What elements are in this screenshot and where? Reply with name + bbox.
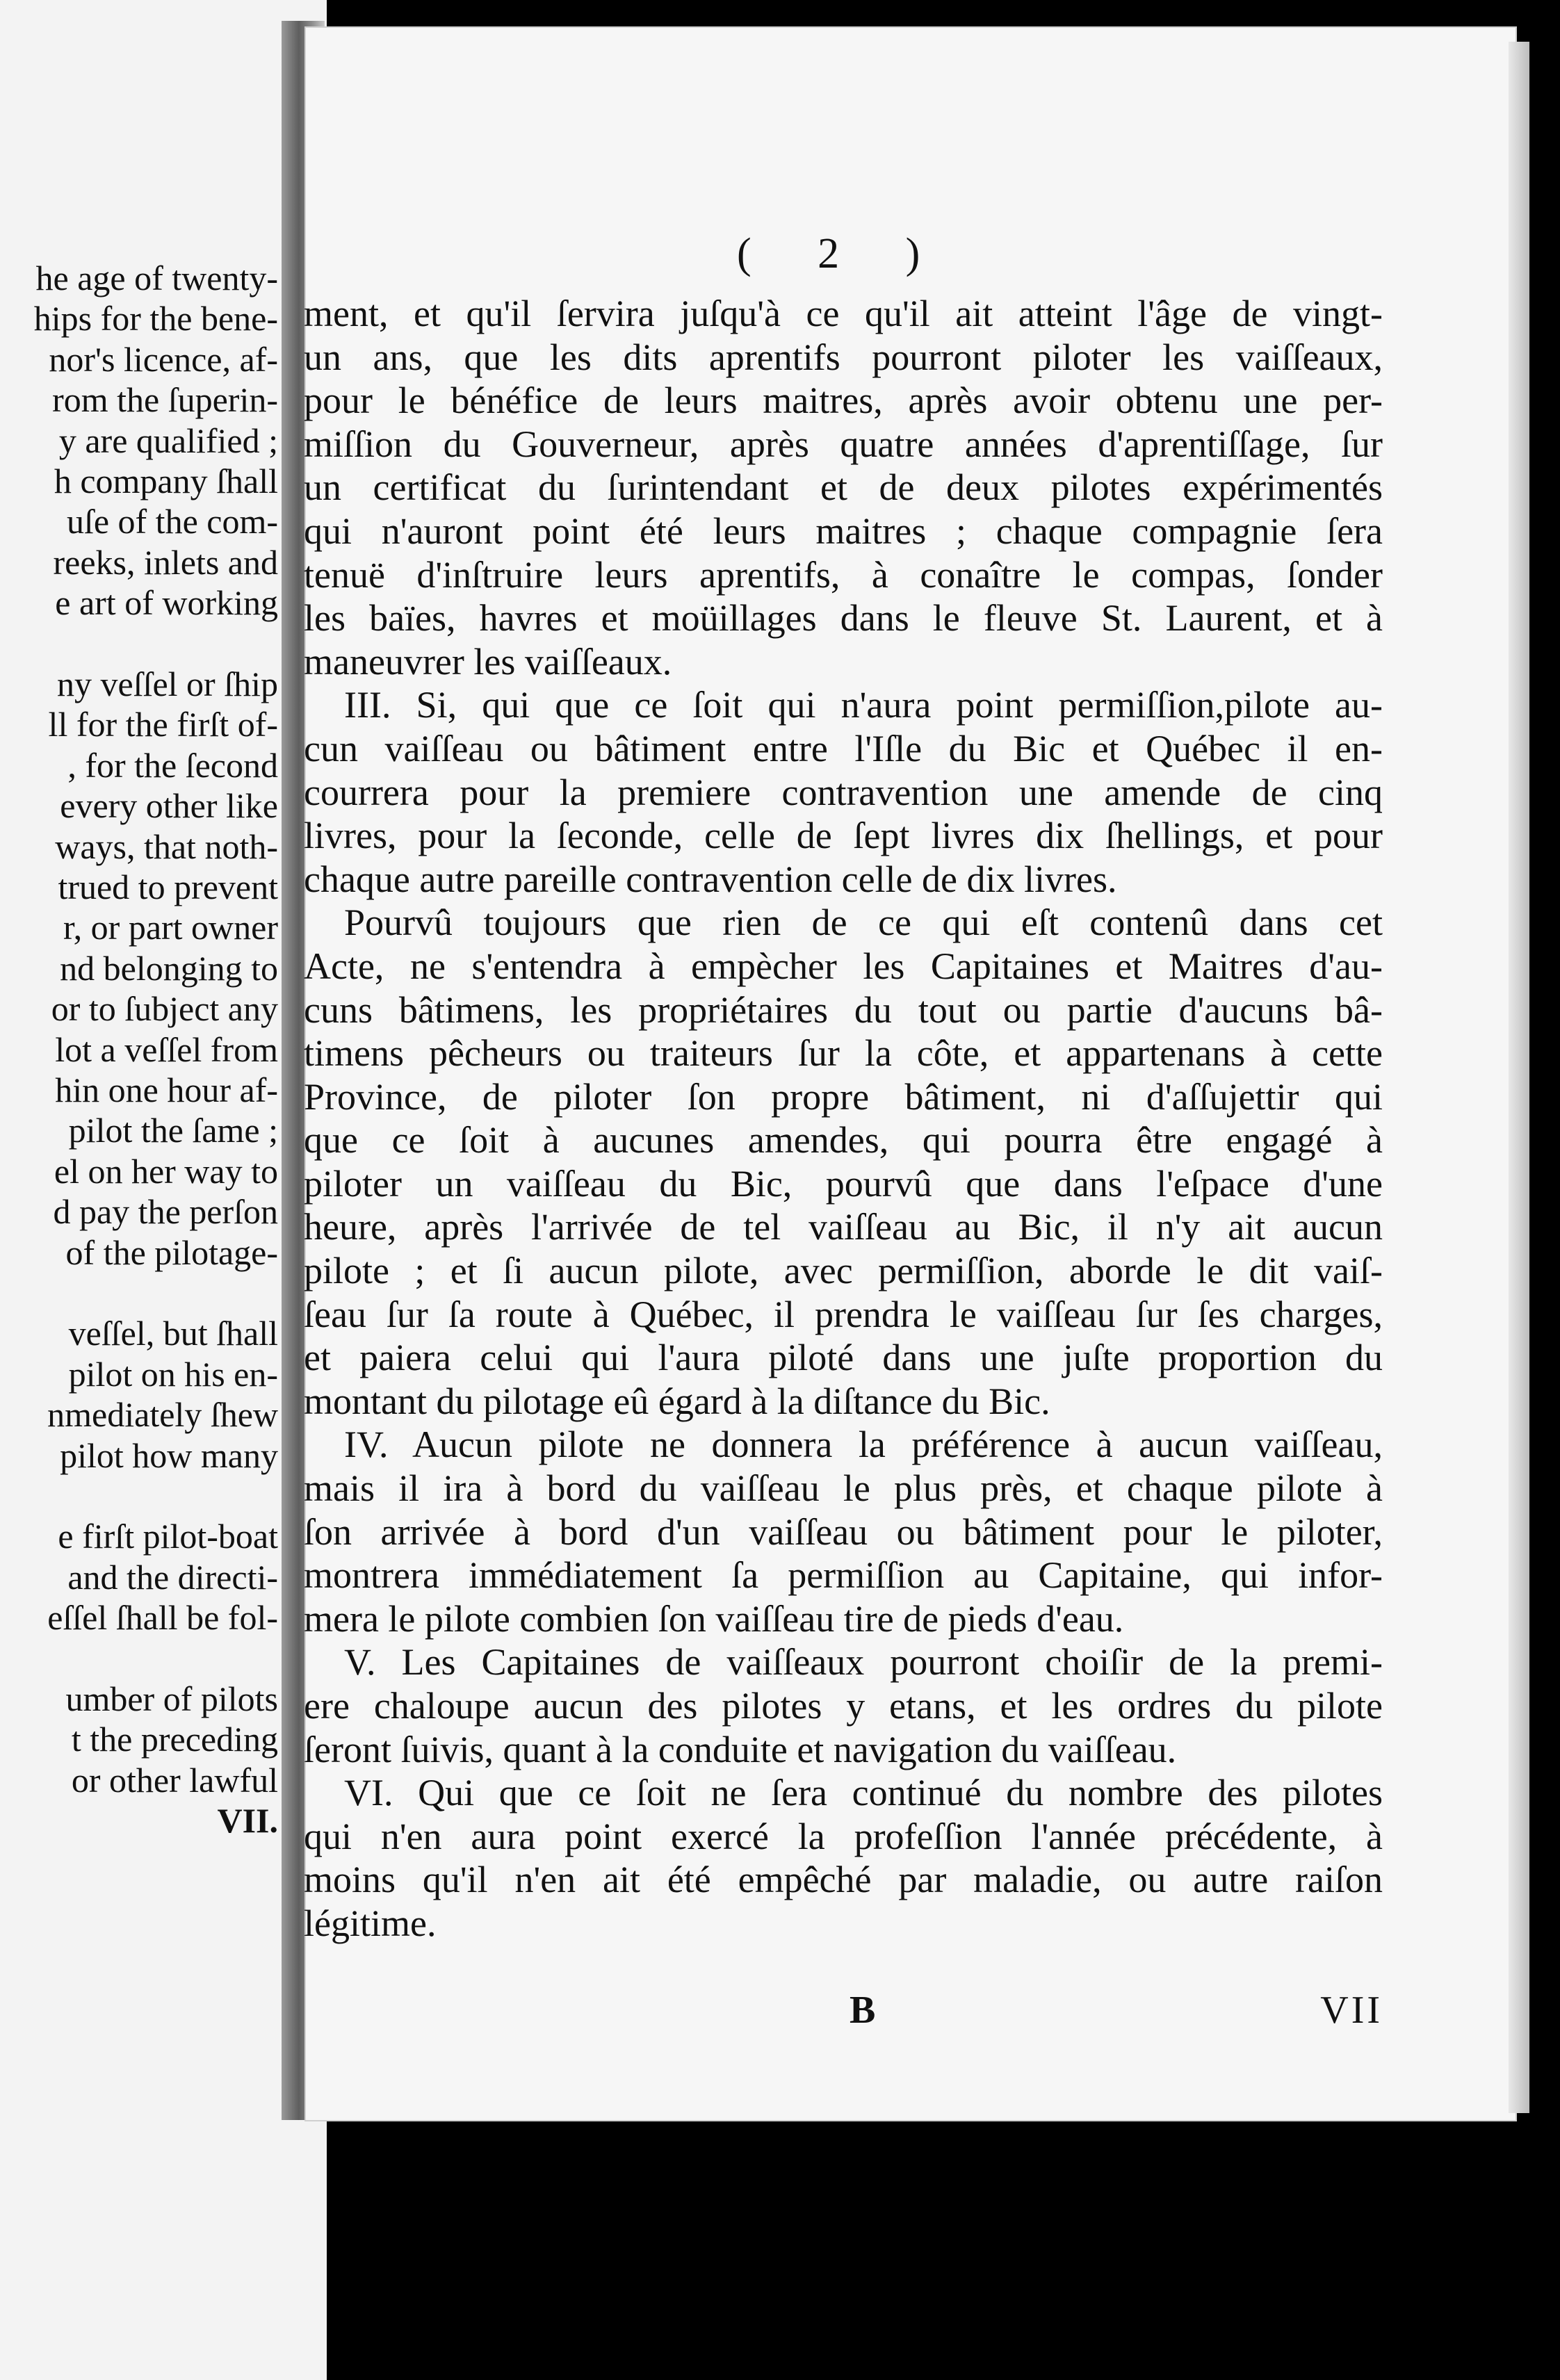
body-text-line: un certificat du ſurintendant et de deux pilotes expérimentés: [304, 466, 1383, 509]
body-text-line: piloter un vaiſſeau du Bic, pourvû que dans l'eſpace d'une: [304, 1162, 1383, 1205]
body-text-line: Acte, ne s'entendra à empècher les Capitaines et Maitres d'au-: [304, 945, 1383, 987]
body-text-line: cun vaiſſeau ou bâtiment entre l'Iſle du Bic et Québec il en-: [304, 727, 1383, 769]
body-text-line: timens pêcheurs ou traiteurs ſur la côte, et appartenans à cette: [304, 1032, 1383, 1075]
signature-mark: B: [850, 1989, 876, 2032]
left-text-line: nd belonging to: [60, 948, 278, 988]
body-text-line: montant du pilotage eû égard à la diſtance du Bic.: [304, 1380, 1050, 1422]
body-text-line: un ans, que les dits aprentifs pourront piloter les vaiſſeaux,: [304, 336, 1383, 378]
left-text-line: ways, that noth-: [55, 826, 278, 866]
body-text-line: Province, de piloter ſon propre bâtiment, ni d'aſſujettir qui: [304, 1075, 1383, 1118]
left-text-line: nmediately ſhew: [47, 1395, 278, 1435]
body-text-line: courrera pour la premiere contravention une amende de cinq: [304, 771, 1383, 813]
body-text-line: IV. Aucun pilote ne donnera la préférence à aucun vaiſſeau,: [344, 1424, 1383, 1466]
left-text-line: h company ſhall: [54, 462, 278, 500]
left-text-line: or to ſubject any: [51, 989, 278, 1029]
left-text-line: el on her way to: [54, 1151, 278, 1191]
left-text-line: t the preceding: [71, 1720, 278, 1759]
left-text-line: ll for the firſt of-: [48, 705, 278, 744]
body-text-line: ſeau ſur ſa route à Québec, il prendra le vaiſſeau ſur ſes charges,: [304, 1293, 1383, 1335]
left-text-line: hin one hour af-: [55, 1070, 278, 1109]
body-text-line: V. Les Capitaines de vaiſſeaux pourront choiſir de la premi-: [344, 1641, 1383, 1684]
body-text-line: mais il ira à bord du vaiſſeau le plus près, et chaque pilote à: [304, 1467, 1383, 1510]
body-text-line: moins qu'il n'en ait été empêché par maladie, ou autre raiſon: [304, 1859, 1383, 1901]
left-text-line: every other like: [60, 786, 278, 826]
body-text-line: tenuë d'inſtruire leurs aprentifs, à conaître le compas, ſonder: [304, 553, 1383, 596]
left-page: [0, 0, 327, 2380]
left-text-line: lot a veſſel from: [55, 1029, 278, 1069]
left-text-line: rom the ſuperin-: [52, 380, 278, 420]
catchword: VII: [1320, 1989, 1383, 2032]
left-text-line: uſe of the com-: [66, 502, 278, 541]
left-text-line: of the pilotage-: [65, 1232, 278, 1272]
body-text-line: pour le bénéfice de leurs maitres, après avoir obtenu une per-: [304, 380, 1383, 422]
body-text-line: légitime.: [304, 1902, 437, 1944]
body-text-line: ere chaloupe aucun des pilotes y etans, et les ordres du pilote: [304, 1685, 1383, 1727]
body-text-line: montrera immédiatement ſa permiſſion au Capitaine, qui infor-: [304, 1554, 1383, 1597]
body-text-line: mera le pilote combien ſon vaiſſeau tire de pieds d'eau.: [304, 1597, 1124, 1640]
left-text-line: ny veſſel or ſhip: [57, 665, 278, 703]
body-text-line: chaque autre pareille contravention celle de dix livres.: [304, 858, 1117, 900]
left-text-line: pilot on his en-: [68, 1354, 278, 1394]
left-text-line: d pay the perſon: [53, 1192, 278, 1232]
body-text-line: pilote ; et ſi aucun pilote, avec permiſſion, aborde le dit vaiſ-: [304, 1250, 1383, 1292]
body-text-line: livres, pour la ſeconde, celle de ſept livres dix ſhellings, et pour: [304, 815, 1383, 857]
body-text-line: ſeront ſuivis, quant à la conduite et navigation du vaiſſeau.: [304, 1728, 1177, 1770]
left-catchword: VII.: [217, 1801, 278, 1841]
body-text-line: heure, après l'arrivée de tel vaiſſeau au Bic, il n'y ait aucun: [304, 1206, 1383, 1248]
body-text-line: ſon arrivée à bord d'un vaiſſeau ou bâtiment pour le piloter,: [304, 1510, 1383, 1553]
body-text-line: et paiera celui qui l'aura piloté dans une juſte proportion du: [304, 1337, 1383, 1379]
left-text-line: veſſel, but ſhall: [68, 1314, 278, 1353]
left-text-line: umber of pilots: [65, 1679, 278, 1718]
left-text-line: r, or part owner: [63, 908, 278, 947]
body-text-line: cuns bâtimens, les propriétaires du tout ou partie d'aucuns bâ-: [304, 988, 1383, 1031]
body-text-line: maneuvrer les vaiſſeaux.: [304, 640, 672, 683]
left-text-line: reeks, inlets and: [53, 542, 278, 582]
left-text-line: y are qualified ;: [58, 421, 278, 460]
body-text-line: que ce ſoit à aucunes amendes, qui pourra être engagé à: [304, 1119, 1383, 1162]
body-text-line: les baïes, havres et moüillages dans le fleuve St. Laurent, et à: [304, 597, 1383, 639]
left-text-line: e firſt pilot-boat: [58, 1517, 278, 1556]
left-text-line: pilot the ſame ;: [68, 1111, 278, 1150]
left-text-line: trued to prevent: [58, 867, 278, 906]
body-text-line: qui n'en aura point exercé la profeſſion l'année précédente, à: [304, 1815, 1383, 1857]
body-text-line: miſſion du Gouverneur, après quatre années d'aprentiſſage, ſur: [304, 423, 1383, 465]
left-text-line: pilot how many: [60, 1435, 278, 1475]
left-text-line: or other lawful: [71, 1760, 278, 1800]
body-text-line: Pourvû toujours que rien de ce qui eſt contenû dans cet: [344, 902, 1383, 944]
body-text-line: qui n'auront point été leurs maitres ; chaque compagnie ſera: [304, 510, 1383, 552]
left-text-line: nor's licence, af-: [49, 339, 278, 379]
left-text-line: and the directi-: [67, 1557, 278, 1597]
body-text-line: ment, et qu'il ſervira juſqu'à ce qu'il ait atteint l'âge de vingt-: [304, 293, 1383, 334]
body-text-line: VI. Qui que ce ſoit ne ſera continué du nombre des pilotes: [344, 1772, 1383, 1814]
left-text-line: eſſel ſhall be fol-: [47, 1598, 278, 1638]
left-text-line: he age of twenty-: [35, 259, 278, 298]
right-page-text: [304, 292, 1383, 1946]
page-footer: [304, 1988, 1383, 2044]
left-text-line: hips for the bene-: [33, 299, 278, 339]
page-edge: [1509, 42, 1529, 2113]
left-text-line: , for the ſecond: [67, 745, 278, 785]
left-text-line: e art of working: [55, 583, 278, 623]
page-number: ( 2 ): [737, 230, 948, 277]
body-text-line: III. Si, qui que ce ſoit qui n'aura point permiſſion,pilote au-: [344, 684, 1383, 726]
